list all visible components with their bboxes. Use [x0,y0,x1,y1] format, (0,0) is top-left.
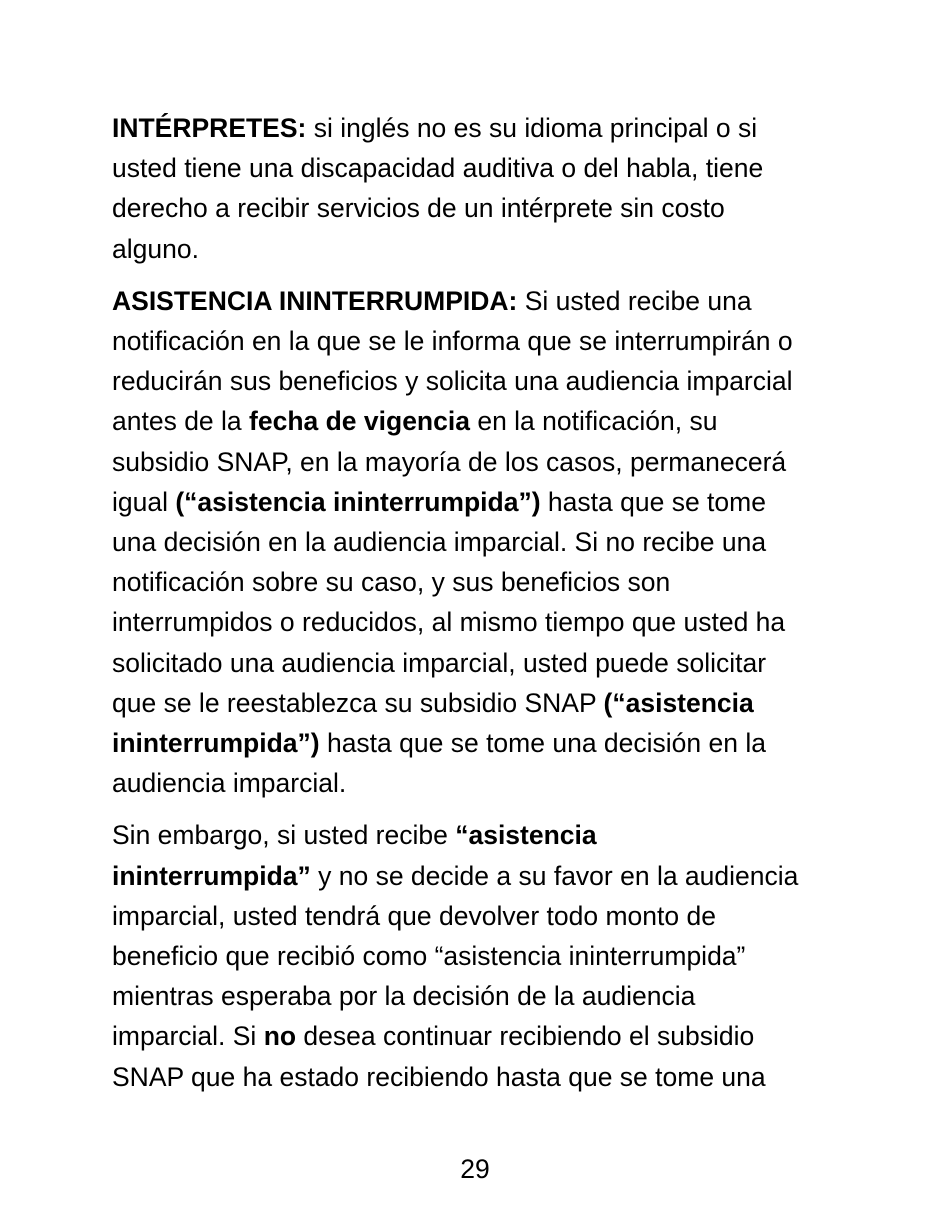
text-run: SNAP que ha estado recibiendo hasta que se tome una [112,1061,766,1092]
text-line [112,856,852,896]
text-line [112,321,852,361]
text-line [112,815,852,855]
bold-text: fecha de vigencia [249,406,470,437]
text-line [112,188,852,228]
bold-text: (“asistencia ininterrumpida”) [175,486,541,517]
text-line [112,562,852,602]
text-run: interrumpidos o reducidos, al mismo tiempo que usted ha [112,607,786,638]
paragraph [112,108,852,269]
bold-text: ASISTENCIA ININTERRUMPIDA: [112,285,518,316]
text-run: Sin embargo, si usted recibe [112,820,456,851]
text-run: desea continuar recibiendo el subsidio [296,1021,755,1052]
bold-text: “asistencia [455,820,597,851]
text-run: hasta que se tome [540,486,766,517]
text-line [112,1057,852,1097]
text-run: solicitado una audiencia imparcial, usted puede solicitar [112,647,767,678]
text-line [112,602,852,642]
text-run: una decisión en la audiencia imparcial. Si no recibe una [112,527,767,558]
text-run: notificación en la que se le informa que se interrumpirán o [112,326,793,357]
text-run: hasta que se tome una decisión en la [319,728,766,759]
text-run: subsidio SNAP, en la mayoría de los casos, permanecerá [112,446,787,477]
paragraph [112,815,852,1096]
paragraph [112,281,852,804]
text-line [112,361,852,401]
text-run: antes de la [112,406,250,437]
text-run: Si usted recibe una [517,285,752,316]
text-run: reducirán sus beneficios y solicita una audiencia imparcial [112,366,793,397]
text-run: mientras esperaba por la decisión de la audiencia [112,981,696,1012]
text-line [112,936,852,976]
document-body [112,108,852,1109]
text-run: en la notificación, su [469,406,718,437]
text-run: alguno. [112,233,199,264]
text-line [112,643,852,683]
text-run: audiencia imparcial. [112,768,347,799]
text-line [112,229,852,269]
text-run: y no se decide a su favor en la audiencia [310,860,799,891]
text-run: imparcial, usted tendrá que devolver todo monto de [112,900,716,931]
text-line [112,401,852,441]
text-line [112,482,852,522]
text-run: derecho a recibir servicios de un intérprete sin costo [112,193,725,224]
bold-text: (“asistencia [603,687,754,718]
page-number: 29 [460,1154,490,1184]
text-run: imparcial. Si [112,1021,264,1052]
text-line [112,522,852,562]
bold-text: ininterrumpida”) [112,728,320,759]
text-run: si inglés no es su idioma principal o si [306,113,758,143]
bold-text: INTÉRPRETES: [112,113,307,143]
text-line [112,148,852,188]
bold-text: no [263,1021,297,1052]
text-line [112,1016,852,1056]
text-line [112,723,852,763]
bold-text: ininterrumpida” [112,860,311,891]
text-line [112,442,852,482]
text-line [112,763,852,803]
text-line [112,683,852,723]
text-run: notificación sobre su caso, y sus beneficios son [112,567,671,598]
text-line [112,281,852,321]
text-line [112,976,852,1016]
text-line [112,108,852,148]
text-run: beneficio que recibió como “asistencia ininterrumpida” [112,941,746,972]
text-line [112,896,852,936]
text-run: igual [112,486,176,517]
text-run: que se le reestablezca su subsidio SNAP [112,687,604,718]
text-run: usted tiene una discapacidad auditiva o del habla, tiene [112,153,764,184]
